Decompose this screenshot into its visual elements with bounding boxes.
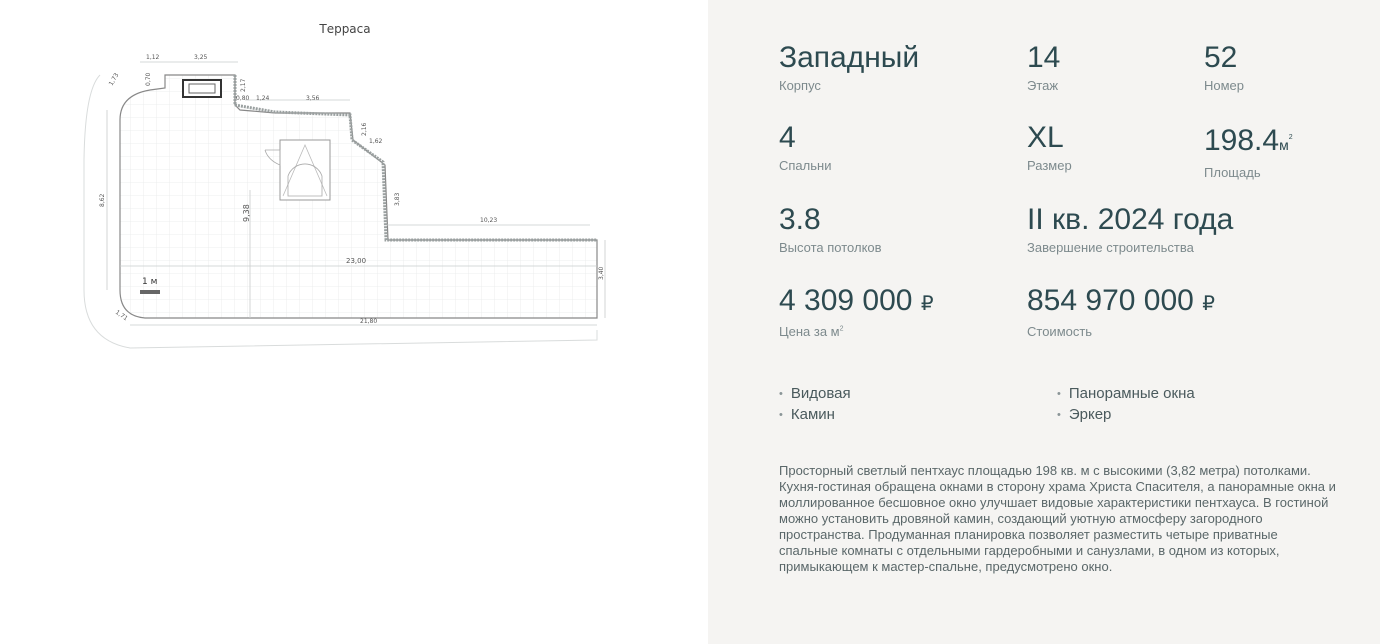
dim-label: 21,80 bbox=[360, 318, 378, 325]
dim-label: 1,73 bbox=[107, 71, 121, 87]
plan-title: Терраса bbox=[319, 22, 371, 36]
dim-label: 0,70 bbox=[145, 72, 152, 86]
feature-item: • Видовая bbox=[779, 385, 851, 402]
stat-area: $198.4м^2$ Площадь bbox=[1204, 124, 1293, 180]
feature-item: • Камин bbox=[779, 406, 835, 423]
dim-label: 9,38 bbox=[242, 204, 251, 222]
dim-label: 1,62 bbox=[369, 138, 383, 145]
stat-floor: 14 Этаж bbox=[1027, 41, 1061, 93]
dim-label: 2,17 bbox=[240, 78, 247, 92]
stat-number: 52 Номер bbox=[1204, 41, 1245, 93]
stat-bedrooms: 4 Спальни bbox=[779, 121, 832, 173]
dim-label: 3,25 bbox=[194, 54, 208, 61]
stat-price-per-m: 4 309 000 ₽ Цена за $м^2$ bbox=[779, 284, 934, 339]
stat-building: Западный Корпус bbox=[779, 41, 920, 93]
staircase bbox=[280, 140, 330, 200]
scale-label: 1 м bbox=[142, 277, 158, 287]
dim-label: 23,00 bbox=[346, 257, 367, 265]
dim-label: 1,71 bbox=[113, 308, 129, 323]
stat-completion: II кв. 2024 года Завершение строительства bbox=[1027, 203, 1234, 255]
dim-label: 1,24 bbox=[256, 95, 270, 102]
dim-label: 8,62 bbox=[99, 193, 106, 207]
dim-label: 10,23 bbox=[480, 217, 498, 224]
stat-price: 854 970 000 ₽ Стоимость bbox=[1027, 284, 1215, 339]
feature-item: • Эркер bbox=[1057, 406, 1111, 423]
scale-bar bbox=[140, 290, 160, 294]
feature-item: • Панорамные окна bbox=[1057, 385, 1195, 402]
terrace-area bbox=[120, 75, 597, 318]
stat-size: XL Размер bbox=[1027, 121, 1072, 173]
stat-ceiling: 3.8 Высота потолков bbox=[779, 203, 882, 255]
description-text: Просторный светлый пентхаус площадью 198 кв. м с высокими (3,82 метра) потолками. Кухня-гостиная обращена окнами в сторону храма Христа Спасителя, а панорамные окна и моллированное бесшовное окно улучшает видовые характеристики пентхауса. В гостиной можно установить дровяной камин, создающий уютную атмосферу загородного пространства. Продуманная планировка позволяет разместить четыре приватные спальные комнаты с отдельными гардеробными и санузлами, в одном из которых, примыкающем к мастер-спальне, предусмотрено окно. bbox=[779, 463, 1336, 574]
dim-label: 0,80 bbox=[236, 95, 250, 102]
dim-label: 1,12 bbox=[146, 54, 160, 61]
dim-label: 2,16 bbox=[361, 122, 368, 136]
dim-label: 3,56 bbox=[306, 95, 320, 102]
floor-plan bbox=[0, 0, 708, 400]
dim-label: 3,40 bbox=[598, 266, 605, 280]
dim-label: 3,83 bbox=[394, 192, 401, 206]
